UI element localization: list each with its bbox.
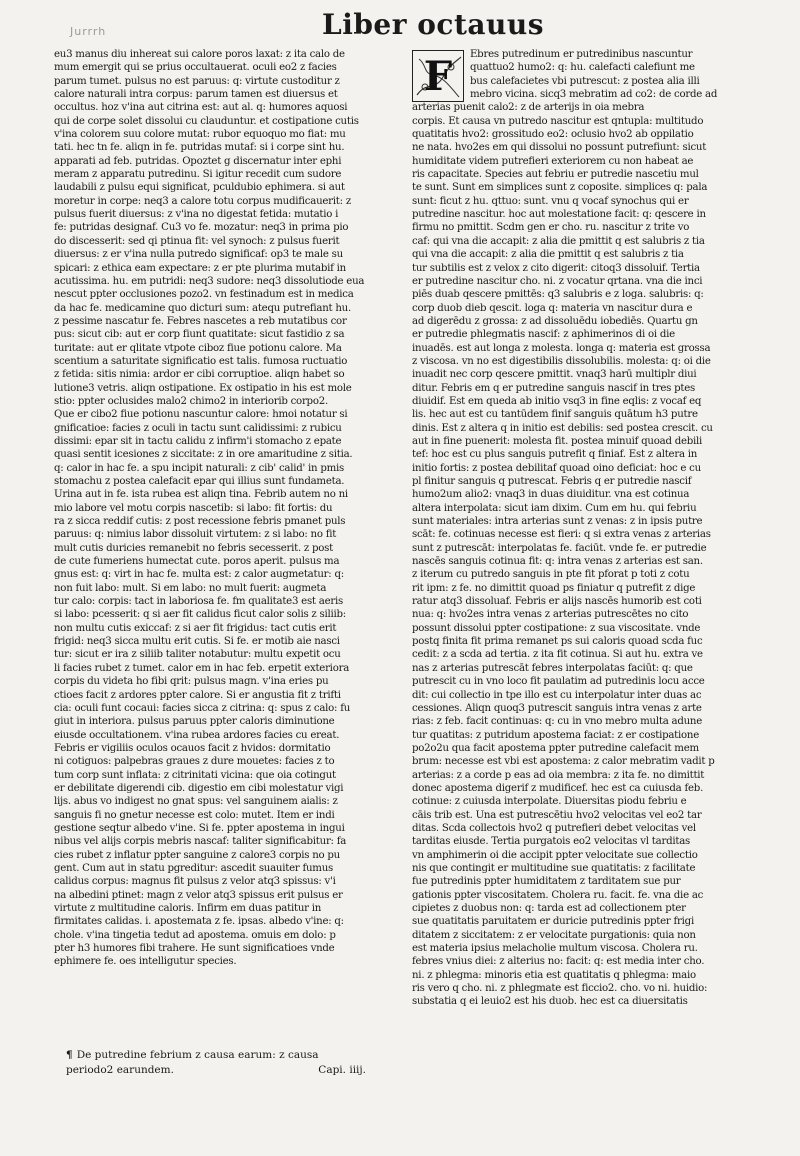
text-line: z pessime nascatur fe. Febres nascetes a reb mutatibus cor [54,315,347,327]
text-line: pl finitur sanguis q putrescat. Febris q er putredie nascif [412,476,692,487]
text-line: meram z apparatu putredinu. Si igitur recedit cum sudore [54,169,342,181]
text-line: ne nata. hvo2es em qui dissolui no possunt putrefiunt: sicut [412,142,707,154]
text-line: nibus vel alijs corpis mebris nascaf: taliter significabitur: fa [54,836,347,848]
text-line: gent. Cum aut in statu pgreditur: ascedit suauiter fumus [54,862,334,874]
chapter-heading [66,1048,386,1078]
text-line: ad digerēdu z grossa: z ad dissoluēdu iobediēs. Quartu gn [412,315,698,327]
text-line: paruus: q: nimius labor dissoluit virtutem: z si labo: no fit [54,529,337,541]
text-line: ditas. Scda collectois hvo2 q putrefieri debet velocitas vel [412,822,696,834]
text-line: corp duob dieb qescit. loga q: materia vn nascitur dura e [412,302,693,314]
text-line: laudabili z pulsu equi significat, pculdubio ephimera. si aut [54,182,345,194]
text-line: Febris er vigiliis oculos ocauos facit z hvidos: dormitatio [54,742,331,754]
text-line: sunt materiales: intra arterias sunt z venas: z in ipsis putre [412,516,703,528]
text-line: mebro vicina. sicq3 mebratim ad co2: de corde ad [470,89,718,101]
text-line: z fetida: sitis nimia: ardor er cibi corruptioe. aliqn habet so [54,369,345,381]
text-line: non fuit labo: mult. Si em labo: no mult fuerit: augmeta [54,582,327,594]
text-line: dinis. Est z altera q in initio est debilis: sed postea crescit. cu [412,422,713,434]
text-line: Que er cibo2 fiue potionu nascuntur calore: hmoi notatur si [54,409,348,421]
text-line: bus calefacietes vbi putrescut: z postea alia illi [470,75,700,87]
text-line: tur: sicut er ira z siliib taliter notabutur: multu expetit ocu [54,649,341,661]
text-line: calidus corpus: magnus fit pulsus z velor atq3 spissus: v'i [54,876,336,888]
text-line: fue putredinis ppter humiditatem z tarditatem sue pur [412,876,681,888]
text-line: cāis trib est. Una est putrescētiu hvo2 velocitas vel eo2 tar [412,809,702,821]
text-line: gestione seqtur albedo v'ine. Si fe. ppter apostema in ingui [54,822,345,834]
text-line: altera interpolata: sicut iam dixim. Cum em hu. qui febriu [412,502,697,514]
text-line: quasi sentit icesiones z siccitate: z in ore amaritudine z sitia. [54,449,353,461]
text-line: humo2um alio2: vnaq3 in duas diuiditur. vna est cotinua [412,489,690,501]
text-line: fe: putridas designaf. Cu3 vo fe. mozatur: neq3 in prima pio [54,222,349,234]
text-line: frigid: neq3 sicca multu erit cutis. Si fe. er motib aie nasci [54,636,340,648]
archive-stamp: Jurrrh [70,25,107,38]
text-line: qui vna die accapit: z alia die pmittit q est salubris z tia [412,249,684,261]
text-line: cies rubet z inflatur ppter sanguine z calore3 corpis no pu [54,849,340,861]
text-line: putredine nascitur. hoc aut molestatione facit: q: qescere in [412,209,706,221]
text-line: eiusde occultationem. v'ina rubea ardores facies cu ereat. [54,729,340,741]
text-line: gationis ppter viscositatem. Cholera ru. facit. fe. vna die ac [412,889,704,901]
text-line: giut in interiora. pulsus paruus ppter caloris diminutione [54,716,335,728]
text-line: piēs duab qescere pmittēs: q3 salubris e z loga. salubris: q: [412,289,704,301]
text-line: cotinue: z cuiusda interpolate. Diuersitas piodu febriu e [412,796,687,808]
text-line: cedit: z a scda ad tertia. z ita fit cotinua. Si aut hu. extra ve [412,649,703,661]
text-line: lutione3 vetris. aliqn ostipatione. Ex ostipatio in his est mole [54,382,352,394]
text-line: ditatem z siccitatem: z er velocitate purgationis: quia non [412,929,696,941]
text-line: febres vnius diei: z alterius no: facit: q: est media inter cho. [412,956,705,968]
text-line: firmu no pmittit. Scdm gen er cho. ru. nascitur z trite vo [412,222,690,234]
text-line: da hac fe. medicamine quo dicturi sum: atequ putrefiant hu. [54,302,351,314]
text-line: te sunt. Sunt em simplices sunt z coposite. simplices q: pala [412,182,708,194]
text-line: aut in fine puenerit: molesta fit. postea minuif quoad debili [412,435,703,447]
text-line: tum corp sunt inflata: z citrinitati vicina: que oia cotingut [54,769,336,781]
text-line: scāt: fe. cotinuas necesse est fieri: q si extra venas z arterias [412,529,711,541]
text-line: chole. v'ina tingetia tedut ad apostema. omuis em dolo: p [54,929,336,941]
text-line: turitate: aut er qlitate vtpote ciboz fiue potionu calore. Ma [54,342,342,354]
text-line: corpis du videta ho fibi qrit: pulsus magn. v'ina eries pu [54,676,329,688]
text-line: arterias: z a corde p eas ad oia membra: z ita fe. no dimittit [412,769,705,781]
text-line: nua: q: hvo2es intra venas z arterias putrescētes no cito [412,609,689,621]
chapter-title-line-2: periodo2 earundem. [66,1064,174,1076]
text-line: rit ipm: z fe. no dimittit quoad ps finiatur q putrefit z dige [412,582,696,594]
text-line: ctioes facit z ardores ppter calore. Si er angustia fit z trifti [54,689,341,701]
text-line: occultus. hoz v'ina aut citrina est: aut al. q: humores aquosi [54,102,348,114]
paragraph-mark: ¶ [66,1049,73,1061]
text-line: ris vero q cho. ni. z phlegmate est ficcio2. cho. vo ni. huidio: [412,983,708,995]
text-line: v'ina colorem suu colore mutat: rubor equoquo mo fiat: mu [54,129,346,141]
text-line: possunt dissolui ppter costipatione: z sua viscositate. vnde [412,622,701,634]
text-line: arterias puenit calo2: z de arterijs in oia mebra [412,102,645,114]
text-line: parum tumet. pulsus no est paruus: q: virtute custoditur z [54,75,340,87]
initial-letter: F [423,52,453,100]
text-line: tati. hec tn fe. aliqn in fe. putridas mutaf: si i corpe sint hu. [54,142,345,154]
text-line: po2o2u qua facit apostema ppter putredine calefacit mem [412,742,699,754]
text-line: ditur. Febris em q er putredine sanguis nascif in tres ptes [412,382,695,394]
text-line: mum emergit qui se prius occultauerat. oculi eo2 z facies [54,62,337,74]
text-line: q: calor in hac fe. a spu incipit naturali: z cib' calid' in pmis [54,462,345,474]
text-line: ratur atq3 dissoluaf. Febris er alijs nascēs humorib est coti [412,596,702,608]
text-line: calore naturali intra corpus: parum tamen est diuersus et [54,89,338,101]
text-line: brum: necesse est vbi est apostema: z calor mebratim vadit p [412,756,715,768]
text-line: cipietes z duobus non: q: tarda est ad collectionem pter [412,903,686,914]
text-line: inuadit nec corp qescere pmittit. vnaq3 harū multiplr diui [412,369,697,381]
text-line: sanguis fi no gnetur necesse est colo: mutet. Item er indi [54,809,335,821]
text-line: corpis. Et causa vn putredo nascitur est qntupla: multitudo [412,115,704,127]
text-line: cessiones. Aliqn quoq3 putrescit sanguis intra venas z arte [412,702,702,714]
text-line: apparati ad feb. putridas. Opoztet g discernatur inter ephi [54,155,342,167]
left-text-column [54,48,399,969]
text-line: er putredine nascitur cho. ni. z vocatur qrtana. vna die inci [412,275,703,287]
text-line: firmitates calidas. i. apostemata z fe. ipsas. albedo v'ine: q: [54,916,344,928]
right-text-column [412,48,757,1009]
text-line: lis. hec aut est cu tantūdem finif sanguis quātum h3 putre [412,409,698,421]
text-line: moretur in corpe: neq3 a calore totu corpus mudificauerit: z [54,195,351,207]
text-line: sunt z putrescāt: interpolatas fe. faciūt. vnde fe. er putredie [412,542,707,554]
text-line: de cute fumeriens humectat cute. poros aperit. pulsus ma [54,556,340,568]
text-line: pter h3 humores fibi trahere. He sunt significatioes vnde [54,943,335,955]
text-line: ra z sicca reddif cutis: z post recessione febris pmanet puls [54,516,346,528]
text-line: scentium a saturitate significatio est talis. fumosa ructuatio [54,355,348,367]
text-line: tef: hoc est cu plus sanguis putrefit q finiaf. Est z altera in [412,449,698,461]
running-title: Liber octauus [322,8,544,41]
text-line: mult cutis duricies remanebit no febris secesserit. z post [54,542,334,554]
text-line: diuidif. Est em queda ab initio vsq3 in fine eqlis: z vocaf eq [412,395,702,407]
text-line: tarditas eiusde. Tertia purgatois eo2 velocitas vl tarditas [412,836,690,848]
text-line: virtute z multitudine caloris. Infirm em duas patitur in [54,903,322,914]
text-line: nis que contingit er multitudine sue quatitatis: z facilitate [412,862,696,874]
text-line: spicari: z ethica eam expectare: z er pte plurima mutabif in [54,262,346,274]
text-line: z iterum cu putredo sanguis in pte fit pforat p toti z cotu [412,569,690,581]
text-line: initio fortis: z postea debilitaf quoad oino deficiat: hoc e cu [412,462,701,474]
chapter-number: Capi. iiij. [318,1064,366,1076]
text-line: humiditate videm putrefieri exteriorem cu non habeat ae [412,155,694,167]
text-line: stomachu z postea calefacit epar qui illius sunt fundameta. [54,476,345,487]
text-line: tur calo: corpis: tact in laboriosa fe. fm qualitate3 est aeris [54,596,343,608]
text-line: pulsus fuerit diuersus: z v'ina no digestat fetida: mutatio i [54,209,339,221]
text-line: eu3 manus diu inhereat sui calore poros laxat: z ita calo de [54,49,345,60]
text-line: er putredie phlegmatis nascif: z aphimerinos di oi die [412,329,675,341]
text-line: er debilitate digerendi cib. digestio em cibi molestatur vigi [54,782,344,794]
text-line: pus: sicut cib: aut er corp fiunt quatitate: sicut fastidio z sa [54,329,345,341]
text-line: putrescit cu in vno loco fit paulatim ad putredinis locu acce [412,676,705,688]
text-line: gnus est: q: virt in hac fe. multa est: z calor augmetatur: q: [54,569,344,581]
text-line: Ebres putredinum er putredinibus nascuntur [470,49,693,60]
text-line: postq finita fit prima remanet ps sui caloris quoad scda fuc [412,636,703,648]
text-line: na albedini ptinet: magn z velor atq3 spissus erit pulsus er [54,889,343,901]
text-line: Urina aut in fe. ista rubea est aliqn tina. Febrib autem no ni [54,489,348,501]
text-line: substatia q ei leuio2 est his duob. hec est ca diuersitatis [412,996,688,1008]
text-line: non multu cutis exiccaf: z si aer fit frigidus: tact cutis erit [54,622,337,634]
text-line: do discesserit: sed qi ptinua fit: vel synoch: z pulsus fuerit [54,235,340,247]
text-line: est materia ipsius melacholie multum viscosa. Cholera ru. [412,943,698,955]
text-line: mio labore vel motu corpis nascetib: si labo: fit fortis: du [54,502,333,514]
text-line: caf: qui vna die accapit: z alia die pmittit q est salubris z tia [412,235,705,247]
text-line: dissimi: epar sit in tactu calidu z infirm'i stomacho z epate [54,435,342,447]
text-line: ni cotiguos: palpebras graues z dure mouetes: facies z to [54,756,335,768]
text-line: nas z arterias putrescāt febres interpolatas faciūt: q: que [412,662,693,674]
text-line: rias: z feb. facit continuas: q: cu in vno mebro multa adune [412,716,703,728]
text-line: tur quatitas: z putridum apostema faciat: z er costipatione [412,729,700,741]
text-line: sue quatitatis paruitatem er duricie putredinis ppter frigi [412,916,694,928]
text-line: gnificatioe: facies z oculi in tactu sunt calidissimi: z rubicu [54,422,342,434]
text-line: cia: oculi funt cocaui: facies sicca z citrina: q: spus z calo: fu [54,702,351,714]
text-line: ris capacitate. Species aut febriu er putredie nascetiu mul [412,169,699,181]
text-line: nascēs sanguis cotinua fit: q: intra venas z arterias est san. [412,556,703,568]
text-line: quatitatis hvo2: grossitudo eo2: oclusio hvo2 ab oppilatio [412,129,694,141]
text-line: diuersus: z er v'ina nulla putredo significaf: op3 te male su [54,249,343,261]
text-line: dit: cui collectio in tpe illo est cu interpolatur inter duas ac [412,689,702,701]
text-line: ephimere fe. oes intelligutur species. [54,956,237,968]
text-line: lijs. abus vo indigest no gnat spus: vel sanguinem aialis: z [54,796,338,808]
text-line: sunt: ficut z hu. qttuo: sunt. vnu q vocaf synochus qui er [412,195,689,207]
chapter-title-line-1: De putredine febrium z causa earum: z causa [76,1049,319,1061]
text-line: quattuo2 humo2: q: hu. calefacti calefiunt me [470,62,695,74]
text-line: nescut ppter occlusiones pozo2. vn festinadum est in medica [54,289,354,301]
text-line: z viscosa. vn no est digestibilis dissolubilis. molesta: q: oi die [412,355,711,367]
text-line: acutissima. hu. em putridi: neq3 sudore: neq3 dissolutiode eua [54,275,365,287]
text-line: stio: ppter oclusides malo2 chimo2 in interiorib corpo2. [54,395,328,407]
text-line: ni. z phlegma: minoris etia est quatitatis q phlegma: maio [412,969,696,981]
text-line: inuadēs. est aut longa z molesta. longa q: materia est grossa [412,342,711,354]
text-line: si labo: pcesserit: q si aer fit calidus ficut calor solis z siliib: [54,609,346,621]
text-line: tur subtilis est z velox z cito digerit: citoq3 dissoluif. Tertia [412,262,700,274]
text-line: qui de corpe solet dissolui cu clauduntur. et costipatione cutis [54,115,359,127]
text-line: donec apostema digerif z mudificef. hec est ca cuiusda feb. [412,782,704,794]
text-line: vn amphimerin oi die accipit ppter velocitate sue collectio [412,849,698,861]
text-line: li facies rubet z tumet. calor em in hac feb. erpetit exteriora [54,662,350,674]
